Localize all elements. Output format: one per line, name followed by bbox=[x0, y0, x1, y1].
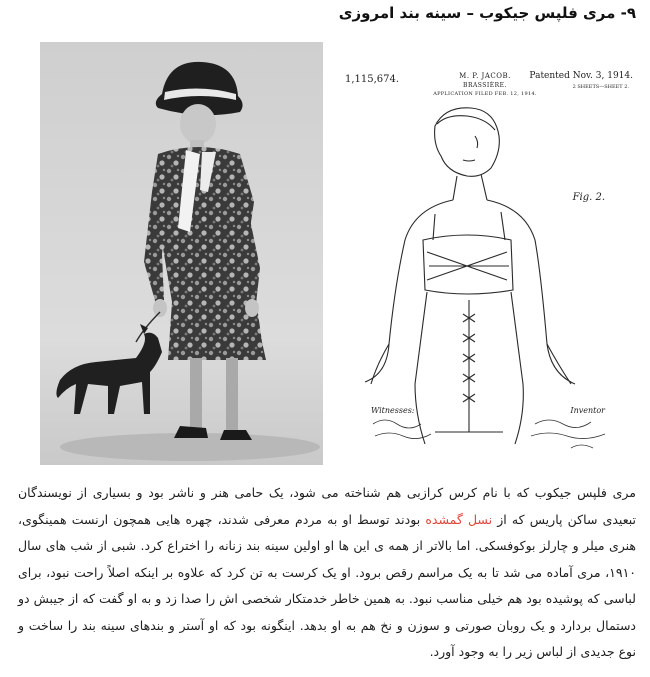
patent-sheets: 2 SHEETS—SHEET 2. bbox=[572, 84, 629, 90]
section-title: ۹- مری فلپس جیکوب – سینه بند امروزی bbox=[338, 4, 636, 22]
patent-filed-date: APPLICATION FILED FEB. 12, 1914. bbox=[433, 91, 537, 97]
patent-inventor-label: Inventor bbox=[570, 406, 605, 415]
patent-witnesses-label: Witnesses: bbox=[371, 406, 415, 415]
article-paragraph bbox=[18, 480, 636, 666]
patent-inventor-name: M. P. JACOB. bbox=[459, 72, 511, 80]
photo-woman-with-dog bbox=[40, 42, 323, 465]
patent-figure-label: Fig. 2. bbox=[572, 192, 605, 203]
patent-number: 1,115,674. bbox=[345, 74, 400, 85]
patent-date: Patented Nov. 3, 1914. bbox=[529, 71, 633, 81]
paragraph-text-part2: بودند توسط او به مردم معرفی شدند، چهره هایی همچون ارنست همینگوی، هنری میلر و چارلز بوکوفسکی. اما بالاتر از همه ی این ها او اولین سینه بند زنانه را اختراع کرد. شبی از شب های سال ۱۹۱۰، مری آماده می شد تا به یک مراسم رقص برود. او یک کرست به تن کرد که علاوه بر اینکه اصلاً راحت نبود، برای لباسی که پوشیده بود هم خیلی مناسب نبود. به همین خاطر خدمتکار شخصی اش را صدا زد و به او گفت که از جیبش دو دستمال بردارد و یک روبان صورتی و سوزن و نخ هم به او بدهد. اینگونه بود که او آستر و بندهای سینه بند را ساخت و نوع جدیدی از لباس زیر را به وجود آورد. bbox=[18, 511, 636, 659]
paragraph-text-part1: مری فلپس جیکوب که با نام کرس کرازبی هم شناخته می شود، یک حامی هنر و ناشر بود و بسیاری از نویسندگان تبعیدی ساکن پاریس که از bbox=[18, 485, 636, 527]
lost-generation-link[interactable]: نسل گمشده bbox=[425, 511, 493, 527]
patent-item: BRASSIÈRE. bbox=[463, 82, 507, 89]
patent-drawing bbox=[335, 44, 635, 474]
